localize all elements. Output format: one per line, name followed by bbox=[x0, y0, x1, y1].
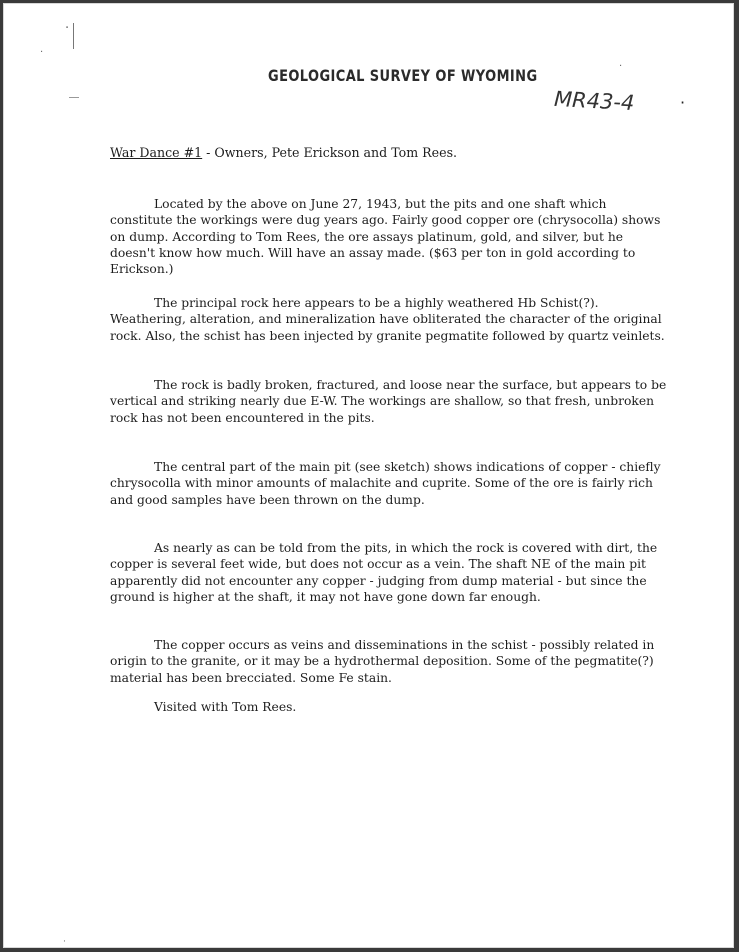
heading-owners: - Owners, Pete Erickson and Tom Rees. bbox=[202, 145, 458, 160]
agency-stamp: GEOLOGICAL SURVEY OF WYOMING bbox=[268, 67, 538, 86]
paragraph: The central part of the main pit (see sketch) shows indications of copper - chiefly chrysocolla with minor amounts of malachite and cuprite. Some of the ore is fairly rich and good samples have been thrown on the dump. bbox=[110, 460, 661, 507]
heading-title: War Dance #1 bbox=[110, 145, 203, 160]
scan-mark: · bbox=[680, 93, 686, 112]
paragraph: The copper occurs as veins and disseminations in the schist - possibly related in origin to the granite, or it may be a hydrothermal deposition. Some of the pegmatite(?) material has been brecciated. Some Fe stain. bbox=[110, 638, 655, 685]
report-heading bbox=[110, 145, 457, 160]
closing-line: Visited with Tom Rees. bbox=[154, 700, 297, 714]
handwritten-id: MR43-4 bbox=[553, 86, 635, 116]
scan-mark: · bbox=[63, 937, 66, 947]
scan-mark: · bbox=[65, 21, 70, 36]
scan-mark bbox=[73, 23, 74, 49]
scan-mark: · bbox=[40, 47, 44, 58]
paragraph: The principal rock here appears to be a highly weathered Hb Schist(?). Weathering, alteration, and mineralization have obliterated the character of the original rock. Also, the schist has been injected by granite pegmatite followed by quartz veinlets. bbox=[110, 296, 665, 343]
paragraph: Located by the above on June 27, 1943, but the pits and one shaft which constitute the workings were dug years ago. Fairly good copper ore (chrysocolla) shows on dump. According to Tom Rees, the ore assays platinum, gold, and silver, but he doesn't know how much. Will have an assay made. ($63 per ton in gold according to Erickson.) bbox=[110, 197, 661, 277]
document-page bbox=[3, 3, 734, 948]
paragraph: As nearly as can be told from the pits, in which the rock is covered with dirt, the copper is several feet wide, but does not occur as a vein. The shaft NE of the main pit apparently did not encounter any copper - judging from dump material - but since the ground is higher at the shaft, it may not have gone down far enough. bbox=[110, 541, 658, 604]
paragraph: The rock is badly broken, fractured, and loose near the surface, but appears to be vertical and striking nearly due E-W. The workings are shallow, so that fresh, unbroken rock has not been encountered in the pits. bbox=[110, 378, 667, 425]
scan-mark bbox=[69, 97, 79, 98]
scan-mark: · bbox=[619, 61, 623, 72]
